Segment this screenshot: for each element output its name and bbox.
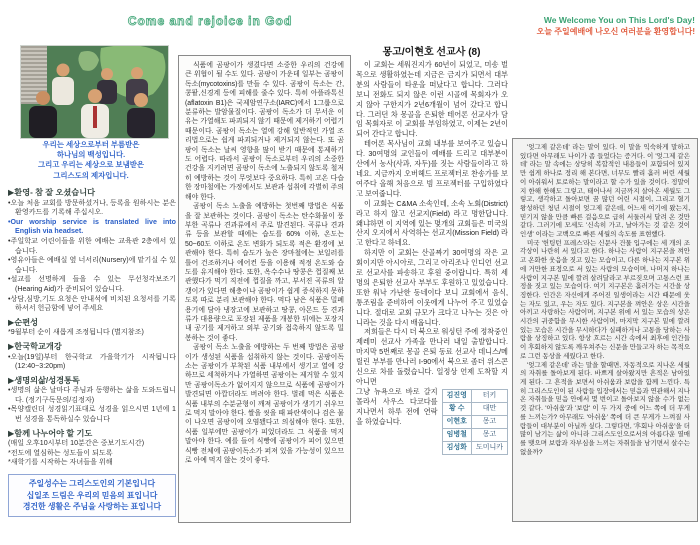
section-group-assignment xyxy=(8,318,176,338)
health-article-paragraph: 곰팡이 독소 노출을 예방하는 두 번째 방법은 곰팡이가 생성된 식품을 섭취하지 않는 것이다. 곰팡이독소는 곰팡이가 부착된 식품 내부에서 생기고 열에 강하므로 세척하거나 가열하면 곰팡이는 제거할 수 있지만 곰팡이독소가 없어지지 않으므로 식품에 곰팡이가 발견되면 아깝더라도 버려야 한다. 벌레 먹은 식품은 식품 내부의 수분균형이 깨져 곰팡이가 생기기 쉬우므로 먹지 말아야 한다. 쌀을 씻을 때 파란색이나 검은 물이 나오면 곰팡이에 오염됐다고 의심해야 한다. 또한, 식품 일부에만 곰팡이가 피었더라도 그 식품을 먹지 말아야 한다. 예를 들어 식빵에 곰팡이가 피어 있으면 식빵 전체에 곰팡이독소가 퍼져 있을 가능성이 있으므로 아예 먹지 않는 것이 좋다. xyxy=(185,344,344,465)
mission-paragraph: 테어론 목사님이 교회 내부를 보여주고 있습니다. 30여명의 교인들이 예배를 드리고 대부분이 산에서 농사(사과, 자두)를 짓는 사람들이라고 하네요. 지금까지 오버헤드 프로젝터로 찬송가를 보여주다 올해 처음으로 빔 프로젝터를 구입하였다고 보여줍니다. xyxy=(356,139,508,198)
announcements-column xyxy=(8,184,176,517)
section-title: ▶함께 나누어야 할 기도 xyxy=(8,428,93,438)
missionary-field: 대만 xyxy=(471,402,507,415)
welcome-header xyxy=(395,15,695,37)
table-row xyxy=(442,389,507,402)
section-title: ▶환영- 참 잘 오셨습니다 xyxy=(8,188,96,197)
table-row xyxy=(442,402,507,415)
section-prayer xyxy=(8,429,176,468)
photo-caption-line: 그리스도의 제자입니다. xyxy=(53,170,129,180)
announcement-item: •오늘 처음 교회를 방문하셨거나, 등록을 원하시는 분은 환영카드를 기록해 주십시오. xyxy=(8,198,176,217)
missionary-name: 김진영 xyxy=(442,389,471,402)
announcement-item: •설교를 선명하게 들을 수 있는 무선청각보조기(Hearing Aid)가 준비되어 있습니다. xyxy=(8,275,176,293)
left-page-header: Come and rejoice in God xyxy=(127,14,293,28)
missionary-field: 몽고 xyxy=(471,415,507,428)
missionary-name: 임병철 xyxy=(442,428,471,441)
motto-line: 경건한 생활은 주님을 사랑하는 표입니다 xyxy=(22,502,162,512)
missionary-table-body xyxy=(442,389,507,454)
announcement-item: •주일학교 어린이들을 위한 예배는 교육관 2층에서 있습니다. xyxy=(8,236,176,255)
essay-paragraph: '엊그제 같은데' 라는 말이 있다. 이 말을 익숙하게 말하고 있다면 아무래도 나이가 좀 들었다는 증거다. 이 '엊그제 같은데' 라는 말 속에는 상당히 복합적인 내용들이 포함되어 있지만 쉽게 하나로 정리 해 본다면, 너무도 빨리 흘러 버린 세월이 아쉬워서 토로하는 말이라고 할 수가 있을 것이다. 정말이지 한해 한해도 그렇고, 태어나서 지금까지 살아온 세월도 그렇고, 생각하고 돌아보면 꿈 많던 어린 시절이, 그리고 혈기 왕성하던 청년 시절이 엊그제 같은데, 어느새 여기에 왔는지, 믿기지 않을 만큼 빠른 걸음으로 급히 서둘러서 달려 온 것만 같다. 그러기에 모세도 '신속히 가고, 날아가는 것 같은 것이 인생' 이라는 고백으로 빠른 세월의 속도를 표현했다. xyxy=(520,144,690,239)
section-title: ▶순편성 xyxy=(8,317,39,327)
health-article-box xyxy=(178,55,351,523)
essay-paragraph: '엊그제 같은데' 라는 말을 할때면, 자동적으로 지나온 세월의 자취를 돌아보게 된다. 바쁘게 살아왔지만 흔적은 남아있게 된다. 그 흔적을 보면서 아쉬움과 보람을 함께 느낀다. 특히 그리스도인이 된 사람들 입장에서는 믿음과 연관해서 지나온 자취들을 믿음 안에서 몇 번이고 돌아보지 않을 수가 없는 것 같다. '아쉬움'과 '보람' 이 두 가지 중에 어느 쪽에 더 무게를 느끼는가? 아무래도 '아쉬움' 쪽에 더 큰 무게가 느껴질 사람들이 대부분이 아닐까 싶다. 그렇다면, '후회나 아쉬움'을 더 많이 남기는 삶이 아니라 그리스도인으로서의 아름다운 열매를 맺으며 보람과 자부심을 느끼는 자취들을 남기면서 살수는 없을까? xyxy=(520,361,690,456)
announcement-item: *9월부터 순이 새롭게 조정됩니다 (별지참조) xyxy=(8,328,144,337)
photo-illustration xyxy=(21,46,168,138)
photo-caption-line: 하나님의 백성입니다. xyxy=(56,150,126,160)
announcement-item: •목양캘린더 성경읽기표대로 성경을 읽으시면 1년에 1번 성경을 통독하실수 있습니다 xyxy=(8,405,176,424)
health-article-paragraph: 곰팡이 독소 노출을 예방하는 첫번째 방법은 식품을 잘 보관하는 것이다. 곰팡이 독소는 탄수화물이 풍부한 곡류나 견과류에서 주로 발견된다. 곡류나 견과류 등을 보관할 때에는 습도를 60% 이하, 온도는 50~60도 이하로 온도 변화가 되도록 적은 환경에 보관해야 한다. 특히 습도가 높은 장마철에는 보일러를 틀어 건조하거나 에어컨 등을 이용해 적정 온도와 습도를 유지해야 한다. 또한, 옥수수나 땅콩은 껍질째 보관했다가 먹기 직전에 껍질을 까고, 부서진 곡류의 알갱이가 있다면 해충이나 곰팡이가 쉽게 증식하지 못하도록 따로 분리 보관해야 한다. 먹다 남은 식품은 밀폐용기에 담아 냉장고에 보관하고 땅콩, 아몬드 등 견과류가 대용량으로 포장된 제품을 개봉한 뒤에는 포장지 내 공기를 제거하고 외부 공기와 접촉하지 않도록 밀봉하는 것이 좋다. xyxy=(185,203,344,342)
section-korean-school xyxy=(8,342,176,372)
mission-paragraph: 하지만 이 교회는 산골짜기 30여명의 작은 교회이지만 아시아로, 그리고 아리조나 인디언 선교로 선교사를 파송하고 후원 중이랍니다. 특히 세명의 은퇴한 선교사 부부도 후원하고 있었습니다. 또한 워낙 가난한 동네이다 보니 교회에서 음식, 통조림을 준비하여 이웃에게 나누어 주고 있었습니다. 절대로 교회 규모가 크다고 나누는 것은 아니라는 것을 다시 배웁니다. xyxy=(356,248,508,327)
table-row xyxy=(442,415,507,428)
missionary-table xyxy=(442,389,508,455)
missionary-field: 터키 xyxy=(471,389,507,402)
photo-caption-line: 우리는 세상으로부터 부름받은 xyxy=(42,140,140,149)
mission-paragraph: 이 교회는 세워진지가 60년이 되었고, 미송 벌목으로 생활하였는데 지금은 금지가 되면서 대부분의 사람들이 타운을 떠났다고 합니다. 그러다 보니 전화도 되지 않은 이런 시골에 목회자가 오지 않아 구한지가 2년6개월이 넘어 갔다고 합니다. 그러던 차 몽골을 은퇴한 테어론 선교사가 담임 목회자로 이 교회를 부임하였고, 이제는 2년이 되어 간다고 합니다. xyxy=(356,60,508,139)
announcement-item: •생명의 삶은 날마다 주님과 동행하는 삶을 도와드립니다. (정기구독문의/김정자) xyxy=(8,386,176,404)
announcement-item-english-translation: •Our worship service is translated live into English via headset. xyxy=(8,217,176,236)
missionary-name: 황 수 xyxy=(442,402,471,415)
table-row xyxy=(442,428,507,441)
announcement-item: •상담,심방,기도 요청은 안내석에 비치된 요청서를 기록하셔서 헌금함에 넣어 주세요 xyxy=(8,294,176,313)
mission-article-title: 몽고/이현호 선교사 (8) xyxy=(382,47,481,58)
announcement-item: (매일 오후10시부터 10분간은 중보기도시간) xyxy=(8,439,145,448)
announcement-item: *새학기를 시작하는 자녀들을 위해 xyxy=(8,458,113,467)
health-article-paragraph: 식품에 곰팡이가 생겼다면 소중한 우리의 건강에 큰 위협이 될 수도 있다. 곰팡이 가운데 일부는 곰팡이 독소(mycotoxins)를 만들 수 있다. 곰팡이 독소는 간,콩팥,신경계 등에 피해를 줄수 있다. 특히 아플라톡신(aflatoxin B1)은 국제암연구소(IARC)에서 1그룹으로 분류하는 발암물질이다. 곰팡이 독소가 더 무서운 이유는 가열해도 파괴되지 않기 때문에 제거하기 어렵기 때문이다. 곰팡이 독소는 열에 강해 일반적인 가열 조리법으로는 쉽게 파괴되거나 제거되지 않는다. 또 곰팡이 독소는 날씨 영향을 많이 받기 때문에 통제하기도 어렵다. 따라서 곰팡이 독소로부터 우리의 소중한 건강을 지키려면 곰팡이 독소에 노출되지 않도록 철저히 예방하는 것이 무엇보다 중요하다. 특히 고온 다습한 장마철에는 가정에서도 보관과 섭취에 각별히 주의해야 한다. xyxy=(185,62,344,201)
section-bible-reading xyxy=(8,376,176,425)
announcement-item: •오늘(19일)부터 한국학교 가을학기가 시작됩니다 (12:40~3:20pm) xyxy=(8,352,176,371)
essay-box xyxy=(512,138,698,522)
announcement-item: *전도에 열심하는 성도들이 되도록 xyxy=(8,448,113,457)
section-title: ▶생명의삶/성경통독 xyxy=(8,375,80,385)
welcome-line-korean: 오늘 주일예배에 나오신 여러분을 환영합니다! xyxy=(536,27,695,36)
table-row xyxy=(442,441,507,454)
mission-article-column xyxy=(356,60,508,457)
missionary-name: 이현호 xyxy=(442,415,471,428)
missionary-field: 도미니카 xyxy=(471,441,507,454)
section-welcome xyxy=(8,188,176,314)
photo-caption xyxy=(6,140,176,181)
missionary-field: 몽고 xyxy=(471,428,507,441)
motto-line: 주일성수는 그리스도인의 기본입니다 xyxy=(28,479,156,489)
motto-line: 십일조 드림은 우리의 믿음의 표입니다 xyxy=(26,490,158,500)
mission-footer-with-table xyxy=(356,386,508,452)
photo-caption-line: 그리고 우리는 세상으로 보냄받은 xyxy=(37,160,145,170)
announcement-item: •영유아들은 예배실 옆 너서리(Nursery)에 맡기실 수 있습니다. xyxy=(8,256,176,274)
missionary-name: 김성화 xyxy=(442,441,471,454)
section-title: ▶한국학교개강 xyxy=(8,341,62,351)
welcome-line-english: We Welcome You on This Lord's Day! xyxy=(543,15,695,25)
mission-paragraph: 이 교회는 C&MA 소속인데, 소속 노회(District)라고 하지 않고 선교지(Field) 라고 명한답니다. 왜냐하면 이 지역에 있는 몇개의 교회들은 미국의 산지 오지에서 사역하는 선교지(Mission Field) 라고 한다고 하네요. xyxy=(356,198,508,248)
motto-box xyxy=(8,474,176,517)
essay-paragraph: 미국 '헌팅턴 프레스'라는 신문사 건물 입구에는 세 개의 조각상이 나란히 서 있다고 한다. 하나는 사람이 지구본을 껴안고 온화한 웃음을 짓고 있는 모습이고, 다른 하나는 지구본 위에 거만한 표정으로 서 있는 사람의 모습이며, 나머지 하나는 사람이 지구본 밑에 깔려 살려달라고 부르짖으며 고통스런 표정을 짓고 있는 모습이다. 여기 지구본은 흘러가는 시간을 상징한다. 인간은 자신에게 주어진 일생이라는 시간 때문에 웃는 자도 있고, 우는 자도 있다. 지구본을 껴안은 상은 시간을 아끼고 사랑하는 사람이며, 지구본 위에 서 있는 모습의 상은 시간의 귀중함을 무시한 사람이며, 마지막 지구본 밑에 깔려 있는 모습은 시간을 무시하다가 실패하거나 고통을 당하는 사람을 상징하고 있다. 항상 흐르는 시간 속에서 최후에 인간들이 후회하지 않도록 깨우쳐주는 신문을 만들고자 하는 목적으로 그런 동상을 세웠다고 한다. xyxy=(520,239,690,360)
congregation-photo xyxy=(20,45,169,139)
mission-paragraph: 저희들은 다시 더 북으로 워싱턴 주에 정착중인 제레미 선교사 가족을 만나러 내일 출발합니다. 마지막 5번째로 몽골 은퇴 동료 선교사 데니스/메릴린 부부를 만나러 I-90에서 북으로 좀더 위스콘신으로 차를 돌렸습니다. 일정상 언제 도착할 지 아니면 xyxy=(356,327,508,386)
mission-paragraph-wrapped: 그냥 뉴욕으로 바로 갈지 몰라서 사우스 다코다를 지나면서 하루 전에 연락을 하였습니다. xyxy=(356,386,438,426)
